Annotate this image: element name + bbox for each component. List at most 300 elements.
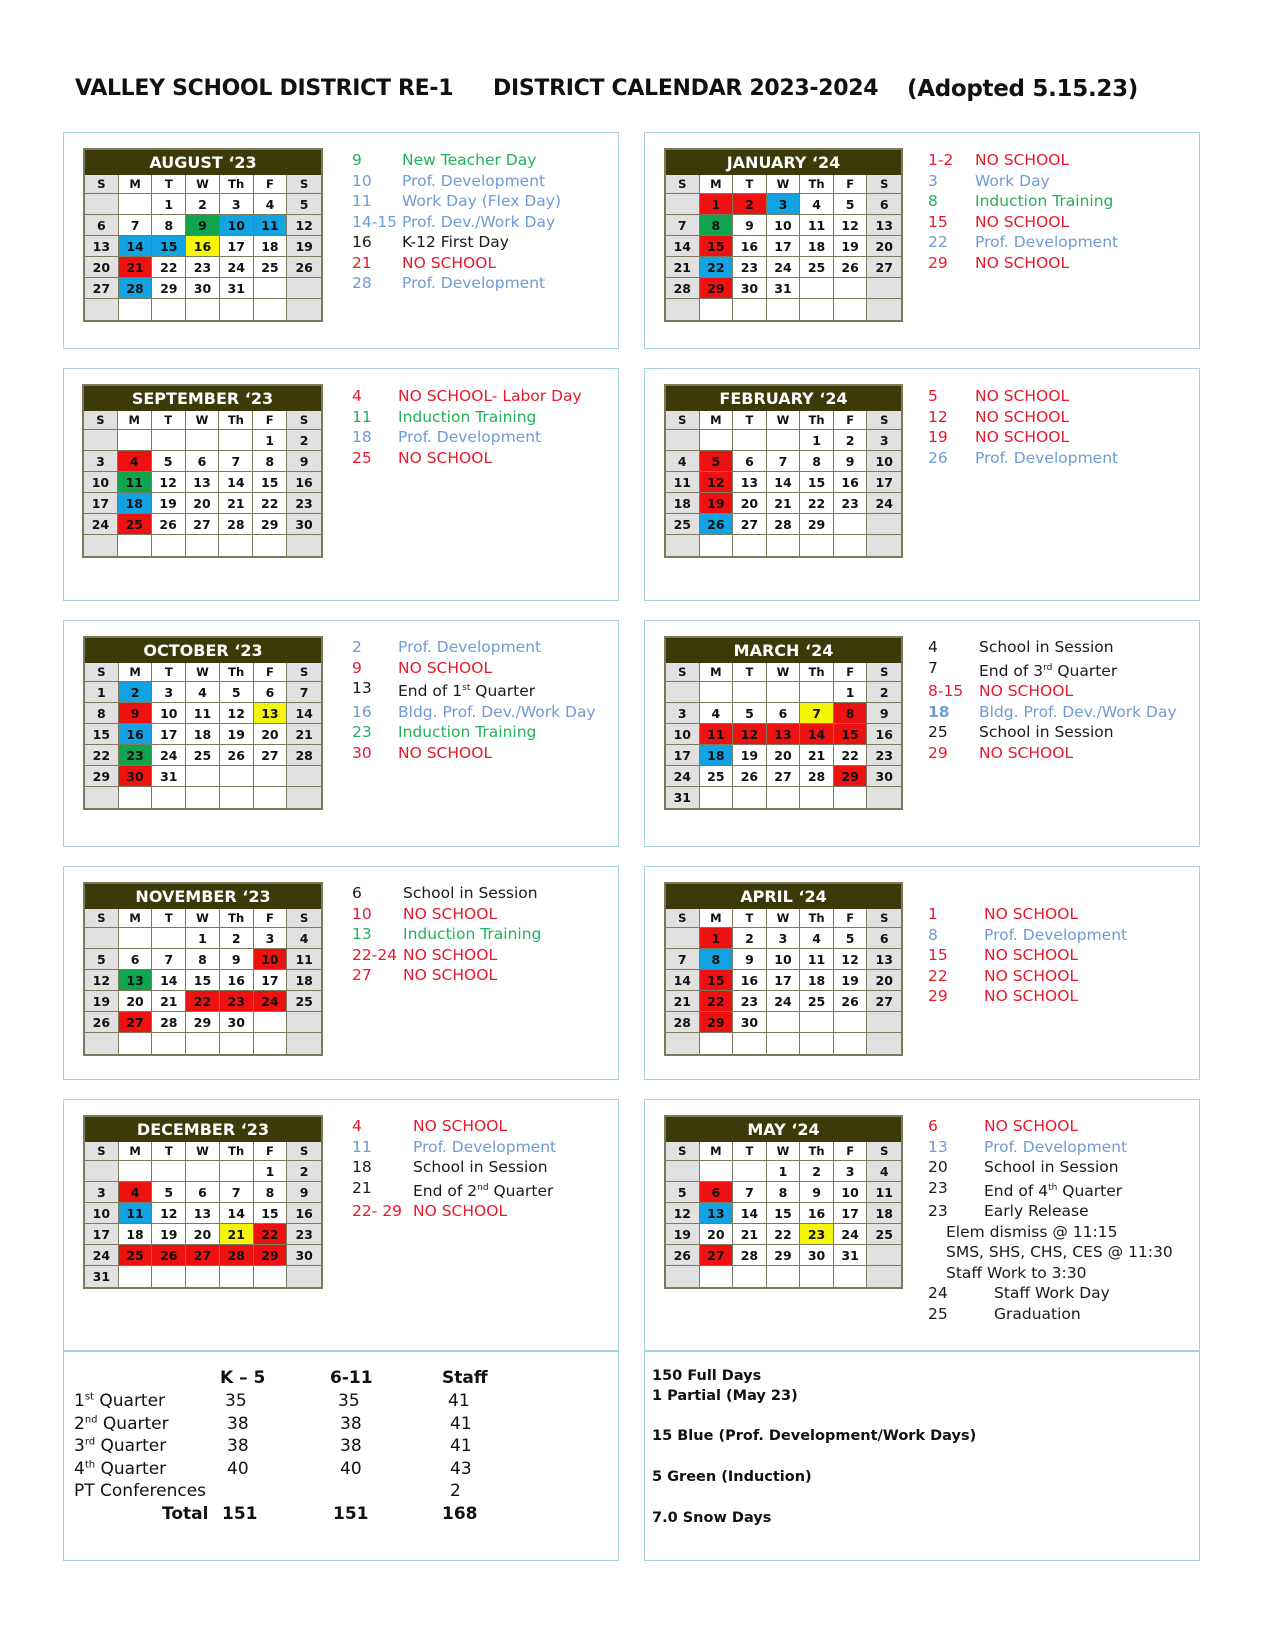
empty-cell: [733, 1033, 767, 1054]
event-text: NO SCHOOL: [398, 743, 493, 762]
event-date: 6: [928, 1117, 938, 1135]
adopted-date: (Adopted 5.15.23): [907, 76, 1139, 102]
day-cell: 16: [287, 1203, 321, 1224]
day-cell: 10: [767, 949, 801, 970]
day-cell: 20: [733, 493, 767, 514]
total-k5: 151: [222, 1504, 258, 1524]
empty-cell: [733, 299, 767, 320]
event-description: [403, 945, 497, 966]
summary-value: 38: [227, 1436, 249, 1457]
event-date: 23: [928, 1202, 948, 1221]
day-cell: 2: [119, 682, 153, 703]
weekday-header: Th: [800, 1142, 834, 1161]
day-cell: 9: [800, 1182, 834, 1203]
day-cell: 16: [800, 1203, 834, 1224]
weekday-header: F: [254, 1142, 288, 1161]
day-cell: 30: [733, 278, 767, 299]
day-cell: 16: [220, 970, 254, 991]
event-text: Prof. Development: [975, 448, 1119, 467]
empty-cell: [186, 766, 220, 787]
event-text: Graduation: [994, 1304, 1081, 1323]
empty-cell: [220, 787, 254, 808]
event-description: [402, 232, 509, 253]
day-cell: 22: [767, 1224, 801, 1245]
event-description: [402, 171, 545, 192]
event-description: [402, 150, 536, 171]
weekday-header: S: [85, 909, 119, 928]
day-cell: 24: [666, 766, 700, 787]
empty-cell: [287, 299, 321, 320]
event-description: [975, 191, 1113, 212]
month-title: MARCH ‘24: [666, 638, 901, 663]
event-item: [928, 427, 1118, 448]
event-text: NO SCHOOL- Labor Day: [398, 387, 582, 405]
day-cell: 20: [85, 257, 119, 278]
event-item: [928, 702, 1177, 723]
empty-cell: [152, 787, 186, 808]
calendar-august: [83, 148, 323, 322]
day-cell: 3: [867, 430, 901, 451]
day-cell: 30: [287, 1245, 321, 1266]
row-label-text: 4: [74, 1458, 85, 1479]
month-title: NOVEMBER ‘23: [85, 884, 321, 909]
summary-value: 35: [225, 1391, 247, 1411]
event-description: [975, 171, 1050, 192]
month-title: SEPTEMBER ‘23: [84, 386, 321, 411]
day-cell: 22: [700, 991, 734, 1012]
day-cell: 7: [287, 682, 321, 703]
event-date: 23: [928, 1178, 948, 1197]
event-date: 29: [928, 253, 948, 272]
day-cell: 13: [700, 1203, 734, 1224]
event-description: [403, 904, 497, 925]
day-cell: 27: [186, 514, 220, 535]
weekday-header: T: [733, 663, 767, 682]
empty-cell: [119, 1161, 153, 1182]
day-cell: 10: [152, 703, 186, 724]
day-cell: 11: [700, 724, 734, 745]
summary-value: 41: [450, 1436, 472, 1457]
empty-cell: [84, 430, 118, 451]
empty-cell: [733, 535, 767, 556]
event-item: [352, 658, 596, 679]
empty-cell: [666, 928, 700, 949]
day-cell: 14: [152, 970, 186, 991]
ordinal-suffix: th: [1048, 1182, 1058, 1193]
ordinal-suffix: th: [84, 1459, 96, 1471]
month-title: OCTOBER ‘23: [85, 638, 321, 663]
day-cell: 19: [834, 970, 868, 991]
event-date: 14-15: [352, 212, 398, 231]
empty-cell: [867, 1012, 901, 1033]
day-cell: 5: [152, 1182, 186, 1203]
empty-cell: [254, 299, 288, 320]
day-cell: 26: [85, 1012, 119, 1033]
event-text: NO SCHOOL: [975, 151, 1070, 169]
event-text: Prof. Development: [398, 638, 542, 656]
total-6-11: 151: [333, 1504, 369, 1524]
summary-row-label: [74, 1481, 206, 1501]
day-cell: 1: [253, 430, 287, 451]
day-cell: 21: [800, 745, 834, 766]
day-cell: 3: [767, 194, 801, 215]
empty-cell: [85, 194, 119, 215]
summary-value: 41: [448, 1391, 470, 1411]
event-item: [352, 273, 561, 294]
event-text-after: Quarter: [488, 1181, 554, 1200]
event-date: 29: [928, 987, 948, 1005]
day-cell: 4: [287, 928, 321, 949]
district-name: VALLEY SCHOOL DISTRICT RE-1: [75, 76, 454, 101]
weekday-header: M: [700, 411, 734, 430]
day-cell: 14: [767, 472, 801, 493]
day-cell: 8: [253, 451, 287, 472]
day-cell: 10: [767, 215, 801, 236]
day-cell: 30: [220, 1012, 254, 1033]
event-item: [928, 386, 1118, 407]
event-date: 16: [352, 233, 372, 251]
calendar-title: DISTRICT CALENDAR 2023-2024: [493, 76, 879, 101]
summary-value: 43: [450, 1458, 472, 1479]
empty-cell: [254, 766, 288, 787]
empty-cell: [733, 787, 767, 808]
weekday-header: F: [253, 411, 287, 430]
event-item: [352, 253, 561, 274]
event-date: 22: [928, 966, 948, 985]
event-date: 10: [352, 904, 372, 923]
event-date: 24: [928, 1284, 948, 1303]
day-cell: 20: [119, 991, 153, 1012]
event-item: [928, 1137, 1173, 1158]
empty-cell: [834, 278, 868, 299]
empty-cell: [700, 430, 734, 451]
day-cell: 31: [152, 766, 186, 787]
day-cell: 2: [800, 1161, 834, 1182]
event-item: [928, 722, 1177, 743]
event-date: 15: [928, 946, 948, 964]
day-cell: 9: [834, 451, 868, 472]
day-cell: 9: [287, 451, 321, 472]
event-text: NO SCHOOL: [984, 946, 1079, 964]
day-cell: 28: [666, 1012, 700, 1033]
row-label-text: 3: [74, 1436, 85, 1457]
event-text: School in Session: [979, 638, 1114, 656]
weekday-header: W: [767, 1142, 801, 1161]
day-cell: 27: [700, 1245, 734, 1266]
day-cell: 1: [700, 194, 734, 215]
day-cell: 9: [220, 949, 254, 970]
weekday-header: M: [700, 175, 734, 194]
events-list-april: [928, 904, 1127, 1007]
day-cell: 3: [220, 194, 254, 215]
weekday-header: W: [767, 663, 801, 682]
day-cell: 17: [220, 236, 254, 257]
day-cell: 3: [84, 451, 118, 472]
day-cell: 21: [666, 257, 700, 278]
empty-cell: [834, 1012, 868, 1033]
event-item: [352, 678, 596, 702]
empty-cell: [834, 535, 868, 556]
day-cell: 28: [767, 514, 801, 535]
empty-cell: [767, 430, 801, 451]
day-cell: 27: [85, 278, 119, 299]
day-cell: 4: [867, 1161, 901, 1182]
day-cell: 4: [254, 194, 288, 215]
empty-cell: [867, 1033, 901, 1054]
day-cell: 15: [253, 472, 287, 493]
day-cell: 9: [287, 1182, 321, 1203]
day-cell: 4: [119, 1182, 153, 1203]
weekday-header: S: [666, 1142, 700, 1161]
event-description: [979, 681, 1073, 702]
calendar-grid: [666, 909, 901, 1054]
day-cell: 7: [220, 1182, 254, 1203]
summary-divider-right: [644, 1350, 1200, 1352]
weekday-header: S: [867, 663, 901, 682]
empty-cell: [700, 787, 734, 808]
day-cell: 7: [733, 1182, 767, 1203]
day-cell: 20: [254, 724, 288, 745]
day-cell: 21: [220, 1224, 254, 1245]
weekday-header: F: [834, 1142, 868, 1161]
event-date: 18: [928, 702, 950, 721]
day-cell: 17: [767, 236, 801, 257]
event-description: [398, 722, 536, 743]
event-description: [398, 386, 582, 407]
empty-cell: [220, 766, 254, 787]
summary-value: 2: [450, 1481, 461, 1502]
weekday-header: M: [119, 909, 153, 928]
empty-cell: [85, 299, 119, 320]
event-description: [413, 1201, 507, 1222]
day-cell: 25: [800, 991, 834, 1012]
event-date: 13: [352, 925, 372, 943]
event-item: [352, 1178, 556, 1202]
day-cell: 12: [834, 949, 868, 970]
weekday-header: Th: [800, 909, 834, 928]
event-text: Bldg. Prof. Dev./Work Day: [979, 702, 1177, 721]
weekday-header: S: [666, 411, 700, 430]
event-date: 10: [352, 171, 372, 190]
weekday-header: S: [85, 175, 119, 194]
event-description: [398, 637, 541, 658]
event-item: [928, 1116, 1173, 1137]
summary-value: 41: [450, 1413, 472, 1434]
weekday-header: S: [85, 1142, 119, 1161]
empty-cell: [84, 535, 118, 556]
event-date: 3: [928, 171, 938, 190]
day-cell: 1: [254, 1161, 288, 1182]
day-cell: 22: [254, 1224, 288, 1245]
event-item: [352, 232, 561, 253]
day-cell: 7: [219, 451, 253, 472]
empty-cell: [867, 1266, 901, 1287]
calendar-march: [664, 636, 903, 810]
ordinal-suffix: st: [84, 1391, 94, 1403]
empty-cell: [219, 535, 253, 556]
ordinal-suffix: nd: [477, 1182, 489, 1193]
weekday-header: S: [867, 909, 901, 928]
event-item: [352, 722, 596, 743]
empty-cell: [152, 1033, 186, 1054]
event-date: 5: [928, 387, 938, 405]
event-text: Staff Work Day: [994, 1284, 1110, 1303]
day-cell: 20: [700, 1224, 734, 1245]
day-cell: 17: [867, 472, 901, 493]
event-description: [413, 1157, 548, 1178]
event-date: 27: [352, 966, 372, 984]
event-text: Elem dismiss @ 11:15: [946, 1222, 1118, 1241]
empty-cell: [186, 535, 220, 556]
day-cell: 15: [767, 1203, 801, 1224]
day-cell: 18: [800, 970, 834, 991]
day-cell: 22: [152, 257, 186, 278]
event-description: [984, 1201, 1089, 1222]
day-cell: 23: [733, 257, 767, 278]
event-item: [928, 681, 1177, 702]
day-cell: 24: [152, 745, 186, 766]
event-date: 11: [352, 1137, 372, 1156]
empty-cell: [800, 1012, 834, 1033]
day-cell: 5: [152, 451, 186, 472]
note-full-days: 150 Full Days: [652, 1368, 762, 1384]
empty-cell: [767, 1266, 801, 1287]
summary-divider-left: [63, 1350, 619, 1352]
empty-cell: [666, 682, 700, 703]
day-cell: 26: [834, 257, 868, 278]
event-text: Work Day: [975, 171, 1050, 190]
day-cell: 12: [287, 215, 321, 236]
day-cell: 4: [800, 928, 834, 949]
event-item: [928, 1242, 1173, 1263]
empty-cell: [666, 535, 700, 556]
weekday-header: T: [733, 411, 767, 430]
day-cell: 30: [287, 514, 321, 535]
empty-cell: [152, 430, 186, 451]
day-cell: 25: [666, 514, 700, 535]
weekday-header: S: [867, 175, 901, 194]
day-cell: 25: [800, 257, 834, 278]
event-date: 25: [352, 448, 372, 467]
day-cell: 26: [152, 1245, 186, 1266]
event-description: [403, 883, 538, 904]
day-cell: 20: [186, 493, 220, 514]
day-cell: 3: [666, 703, 700, 724]
empty-cell: [767, 1033, 801, 1054]
day-cell: 5: [733, 703, 767, 724]
weekday-header: M: [119, 1142, 153, 1161]
ordinal-suffix: rd: [84, 1436, 96, 1448]
event-text: SMS, SHS, CHS, CES @ 11:30: [946, 1243, 1173, 1262]
weekday-header: S: [666, 663, 700, 682]
day-cell: 5: [220, 682, 254, 703]
day-cell: 24: [867, 493, 901, 514]
event-text: Induction Training: [403, 925, 542, 943]
summary-row-label: [74, 1436, 166, 1456]
day-cell: 18: [118, 493, 152, 514]
event-date: 1-2: [928, 151, 954, 169]
summary-value: 35: [338, 1391, 360, 1411]
day-cell: 28: [220, 1245, 254, 1266]
empty-cell: [666, 299, 700, 320]
day-cell: 2: [867, 682, 901, 703]
event-date: 9: [352, 658, 362, 677]
empty-cell: [220, 1161, 254, 1182]
event-item: [928, 150, 1118, 171]
weekday-header: W: [186, 411, 220, 430]
day-cell: 14: [666, 970, 700, 991]
day-cell: 7: [767, 451, 801, 472]
weekday-header: F: [834, 909, 868, 928]
event-item: [352, 1201, 556, 1222]
day-cell: 13: [254, 703, 288, 724]
day-cell: 11: [118, 472, 152, 493]
empty-cell: [733, 1266, 767, 1287]
calendar-grid: [84, 411, 321, 556]
day-cell: 28: [733, 1245, 767, 1266]
day-cell: 9: [733, 949, 767, 970]
empty-cell: [220, 1033, 254, 1054]
day-cell: 28: [287, 745, 321, 766]
event-date: 13: [928, 1137, 948, 1156]
event-date: 18: [352, 428, 372, 446]
day-cell: 29: [700, 278, 734, 299]
event-item: [352, 1116, 556, 1137]
event-date: 13: [352, 679, 372, 697]
empty-cell: [666, 194, 700, 215]
empty-cell: [254, 1266, 288, 1287]
weekday-header: S: [666, 175, 700, 194]
day-cell: 21: [733, 1224, 767, 1245]
day-cell: 21: [152, 991, 186, 1012]
summary-row-label: [74, 1414, 169, 1434]
row-label-after: Quarter: [97, 1413, 169, 1434]
calendar-may: [664, 1115, 903, 1289]
empty-cell: [767, 1012, 801, 1033]
event-item: [928, 1283, 1173, 1304]
day-cell: 5: [287, 194, 321, 215]
empty-cell: [767, 535, 801, 556]
event-description: [946, 1263, 1087, 1284]
event-text: School in Session: [979, 723, 1114, 742]
weekday-header: T: [152, 411, 186, 430]
day-cell: 22: [834, 745, 868, 766]
event-description: [413, 1137, 556, 1158]
event-description: [984, 925, 1127, 946]
day-cell: 7: [666, 949, 700, 970]
day-cell: 7: [666, 215, 700, 236]
day-cell: 28: [666, 278, 700, 299]
day-cell: 26: [287, 257, 321, 278]
empty-cell: [186, 1033, 220, 1054]
weekday-header: F: [834, 411, 868, 430]
empty-cell: [700, 1033, 734, 1054]
events-list-february: [928, 386, 1118, 468]
event-item: [928, 212, 1118, 233]
weekday-header: Th: [219, 411, 253, 430]
day-cell: 21: [767, 493, 801, 514]
day-cell: 29: [800, 514, 834, 535]
day-cell: 8: [767, 1182, 801, 1203]
month-title: AUGUST ‘23: [85, 150, 321, 175]
event-item: [352, 212, 561, 233]
day-cell: 31: [834, 1245, 868, 1266]
day-cell: 8: [85, 703, 119, 724]
empty-cell: [800, 787, 834, 808]
event-item: [352, 191, 561, 212]
event-date: 4: [928, 638, 938, 656]
event-item: [928, 407, 1118, 428]
